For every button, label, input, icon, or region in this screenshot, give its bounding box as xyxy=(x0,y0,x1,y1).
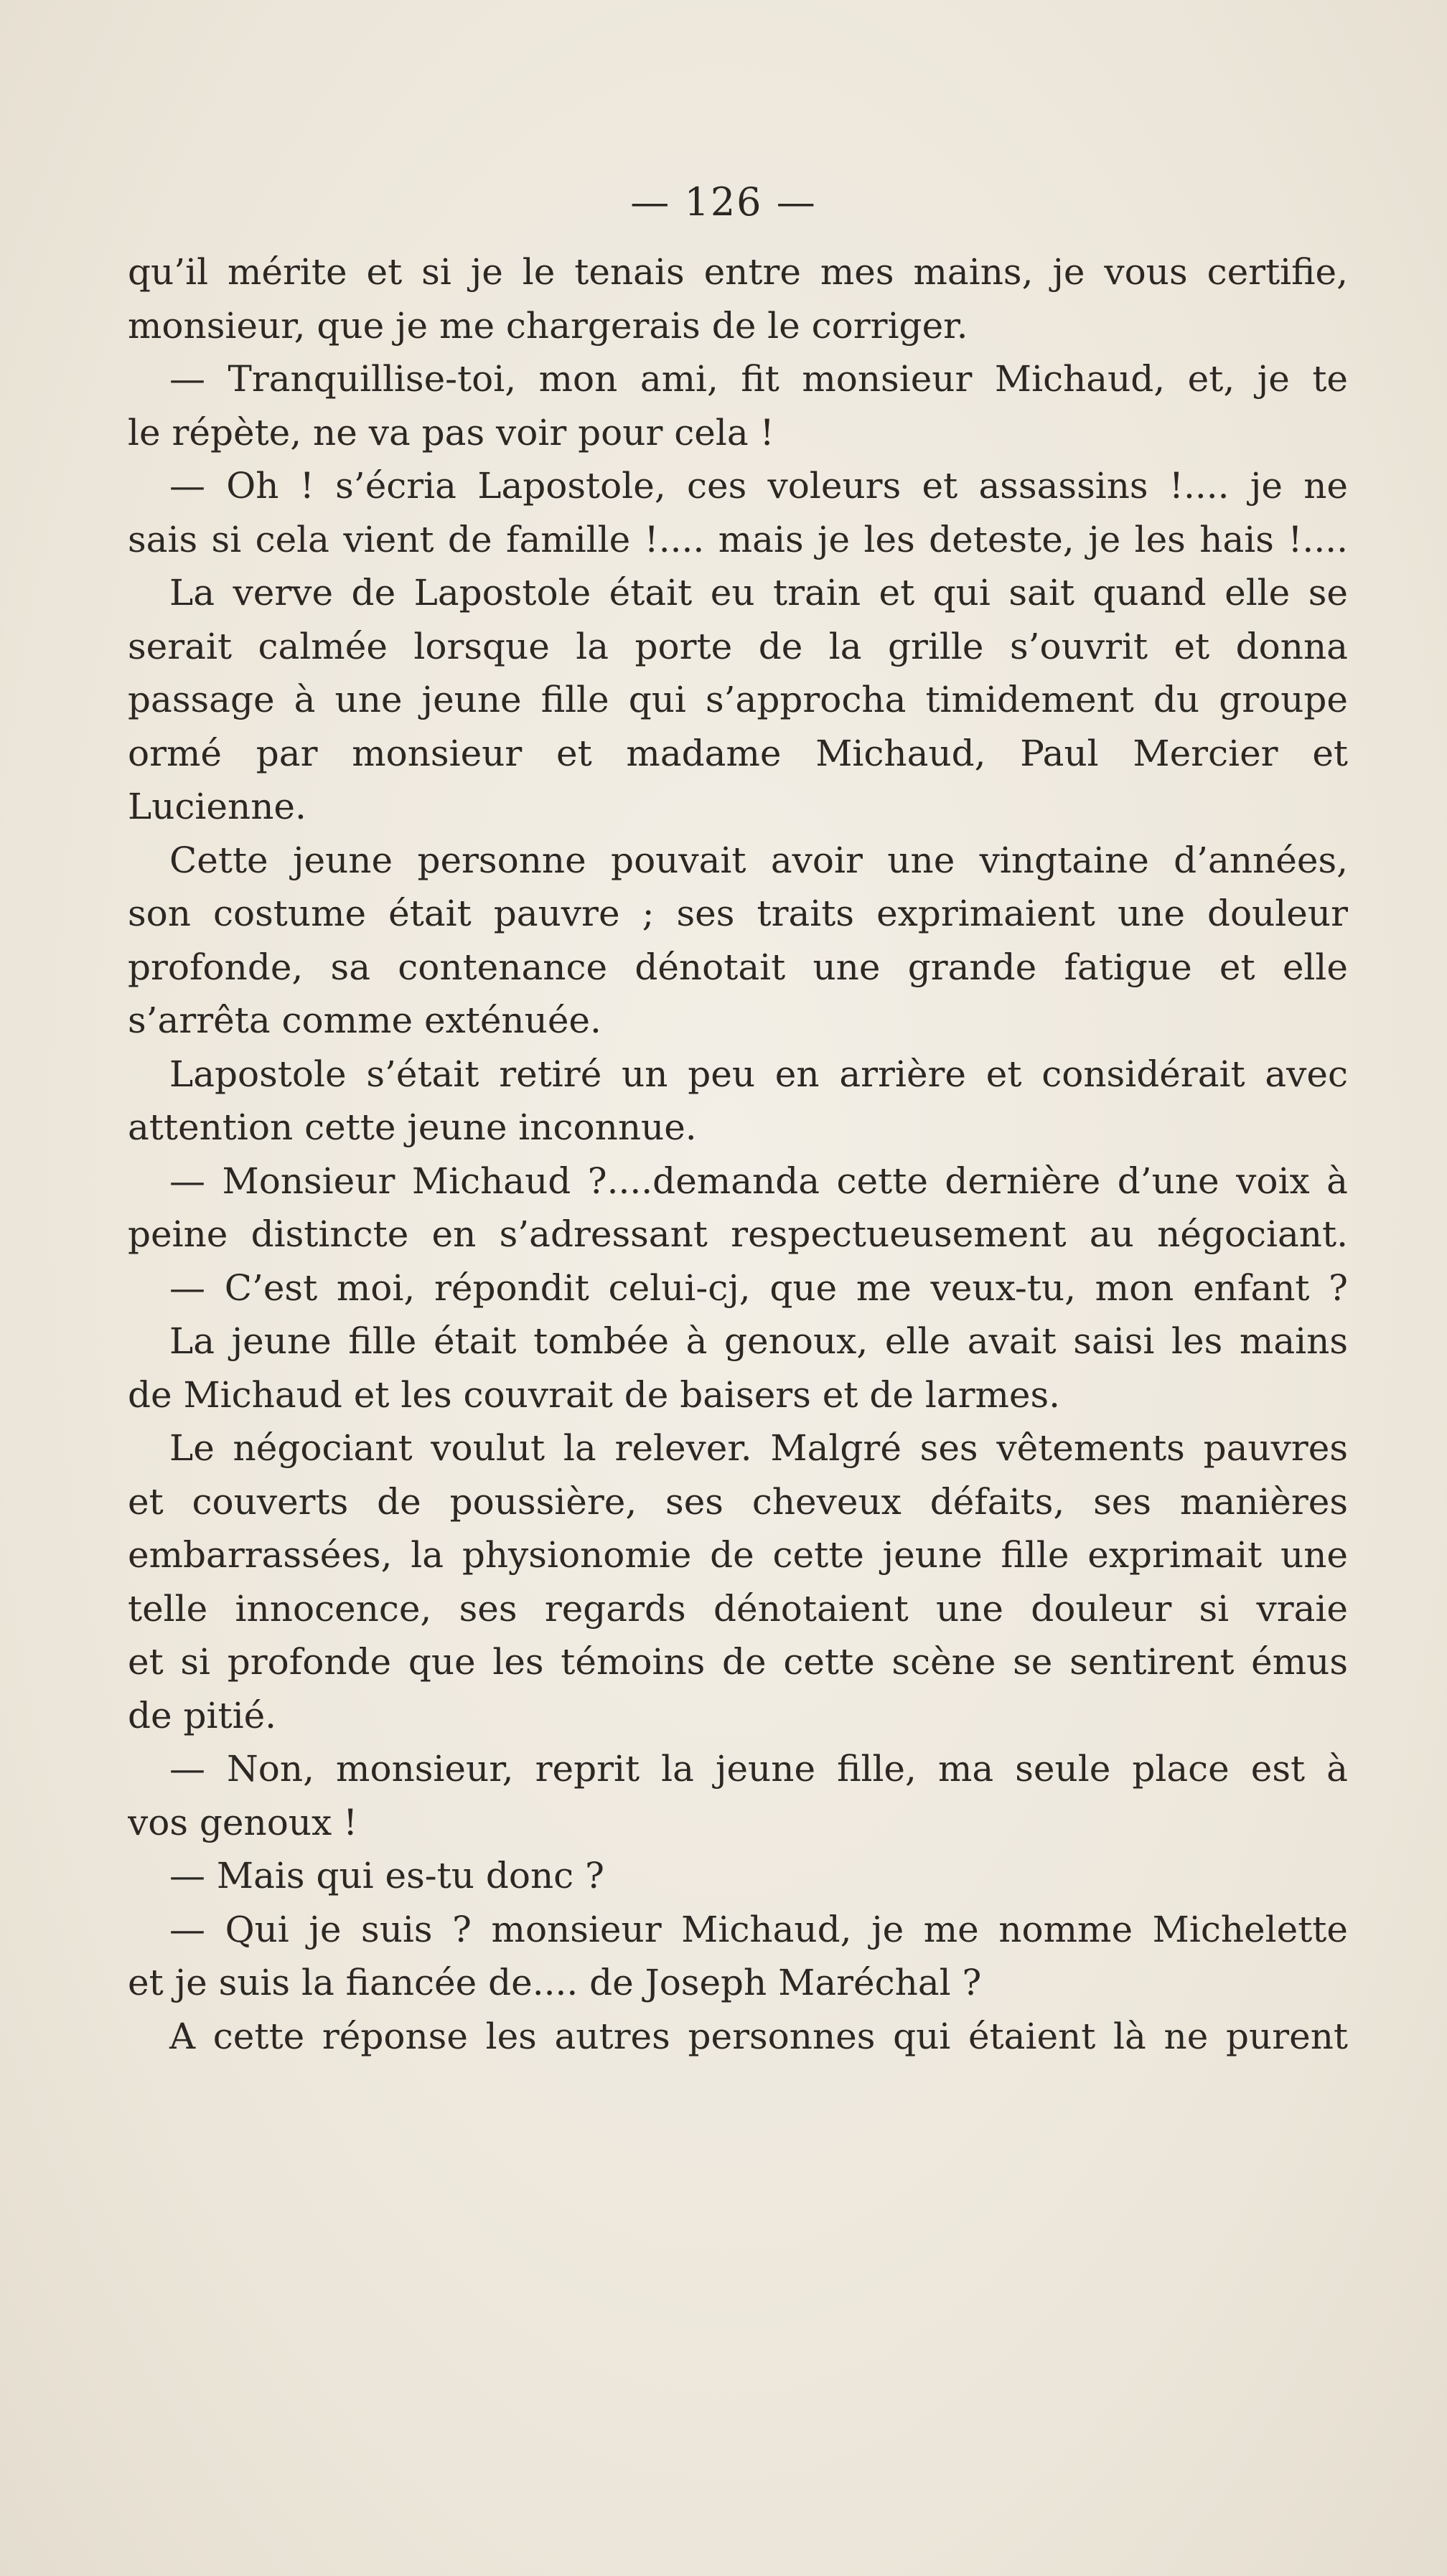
text-line: et je suis la fiancée de.... de Joseph Maréchal ? xyxy=(128,1962,982,2003)
page-number: — 126 — xyxy=(630,179,817,225)
text-line: — Qui je suis ? monsieur Michaud, je me nomme Michelette xyxy=(169,1908,1348,1950)
text-line: et si profonde que les témoins de cette scène se sentirent émus xyxy=(128,1641,1348,1683)
text-line: telle innocence, ses regards dénotaient une douleur si vraie xyxy=(128,1587,1348,1630)
text-line: peine distincte en s’adressant respectueusement au négociant. xyxy=(128,1213,1348,1255)
text-line: — Oh ! s’écria Lapostole, ces voleurs et assassins !.... je ne xyxy=(169,465,1348,507)
text-line: qu’il mérite et si je le tenais entre mes mains, je vous certifie, xyxy=(128,251,1348,293)
text-line: Le négociant voulut la relever. Malgré ses vêtements pauvres xyxy=(169,1427,1348,1469)
text-line: La jeune fille était tombée à genoux, elle avait saisi les mains xyxy=(169,1320,1348,1362)
text-line: attention cette jeune inconnue. xyxy=(128,1106,697,1148)
text-line: — Monsieur Michaud ?....demanda cette dernière d’une voix à xyxy=(169,1160,1348,1202)
body-text xyxy=(128,245,1348,2063)
text-line: vos genoux ! xyxy=(128,1801,358,1843)
text-line: et couverts de poussière, ses cheveux défaits, ses manières xyxy=(128,1480,1348,1523)
text-line: — C’est moi, répondit celui-cj, que me veux-tu, mon enfant ? xyxy=(169,1266,1348,1309)
text-line: son costume était pauvre ; ses traits exprimaient une douleur xyxy=(128,893,1348,934)
text-line: embarrassées, la physionomie de cette jeune fille exprimait une xyxy=(128,1534,1348,1576)
text-line: profonde, sa contenance dénotait une grande fatigue et elle xyxy=(128,946,1348,988)
text-line: le répète, ne va pas voir pour cela ! xyxy=(128,411,774,453)
text-line: passage à une jeune fille qui s’approcha timidement du groupe xyxy=(128,679,1348,720)
text-line: de pitié. xyxy=(128,1694,277,1736)
text-line: Lapostole s’était retiré un peu en arrière et considérait avec xyxy=(169,1053,1348,1095)
text-line: A cette réponse les autres personnes qui étaient là ne purent xyxy=(169,2015,1348,2057)
text-line: monsieur, que je me chargerais de le corriger. xyxy=(128,304,968,347)
text-line: ormé par monsieur et madame Michaud, Paul Mercier et xyxy=(128,732,1348,774)
text-line: — Non, monsieur, reprit la jeune fille, ma seule place est à xyxy=(169,1748,1348,1790)
text-line: serait calmée lorsque la porte de la grille s’ouvrit et donna xyxy=(128,625,1348,667)
text-line: sais si cela vient de famille !.... mais je les deteste, je les hais !.... xyxy=(128,518,1348,560)
text-line: s’arrêta comme exténuée. xyxy=(128,1000,601,1041)
text-line: Lucienne. xyxy=(128,786,306,827)
text-line: — Tranquillise-toi, mon ami, fit monsieur Michaud, et, je te xyxy=(169,358,1348,400)
text-line: La verve de Lapostole était eu train et qui sait quand elle se xyxy=(169,572,1348,614)
text-line: de Michaud et les couvrait de baisers et de larmes. xyxy=(128,1373,1061,1416)
text-line: Cette jeune personne pouvait avoir une vingtaine d’années, xyxy=(169,839,1348,881)
text-line: — Mais qui es-tu donc ? xyxy=(169,1855,604,1896)
